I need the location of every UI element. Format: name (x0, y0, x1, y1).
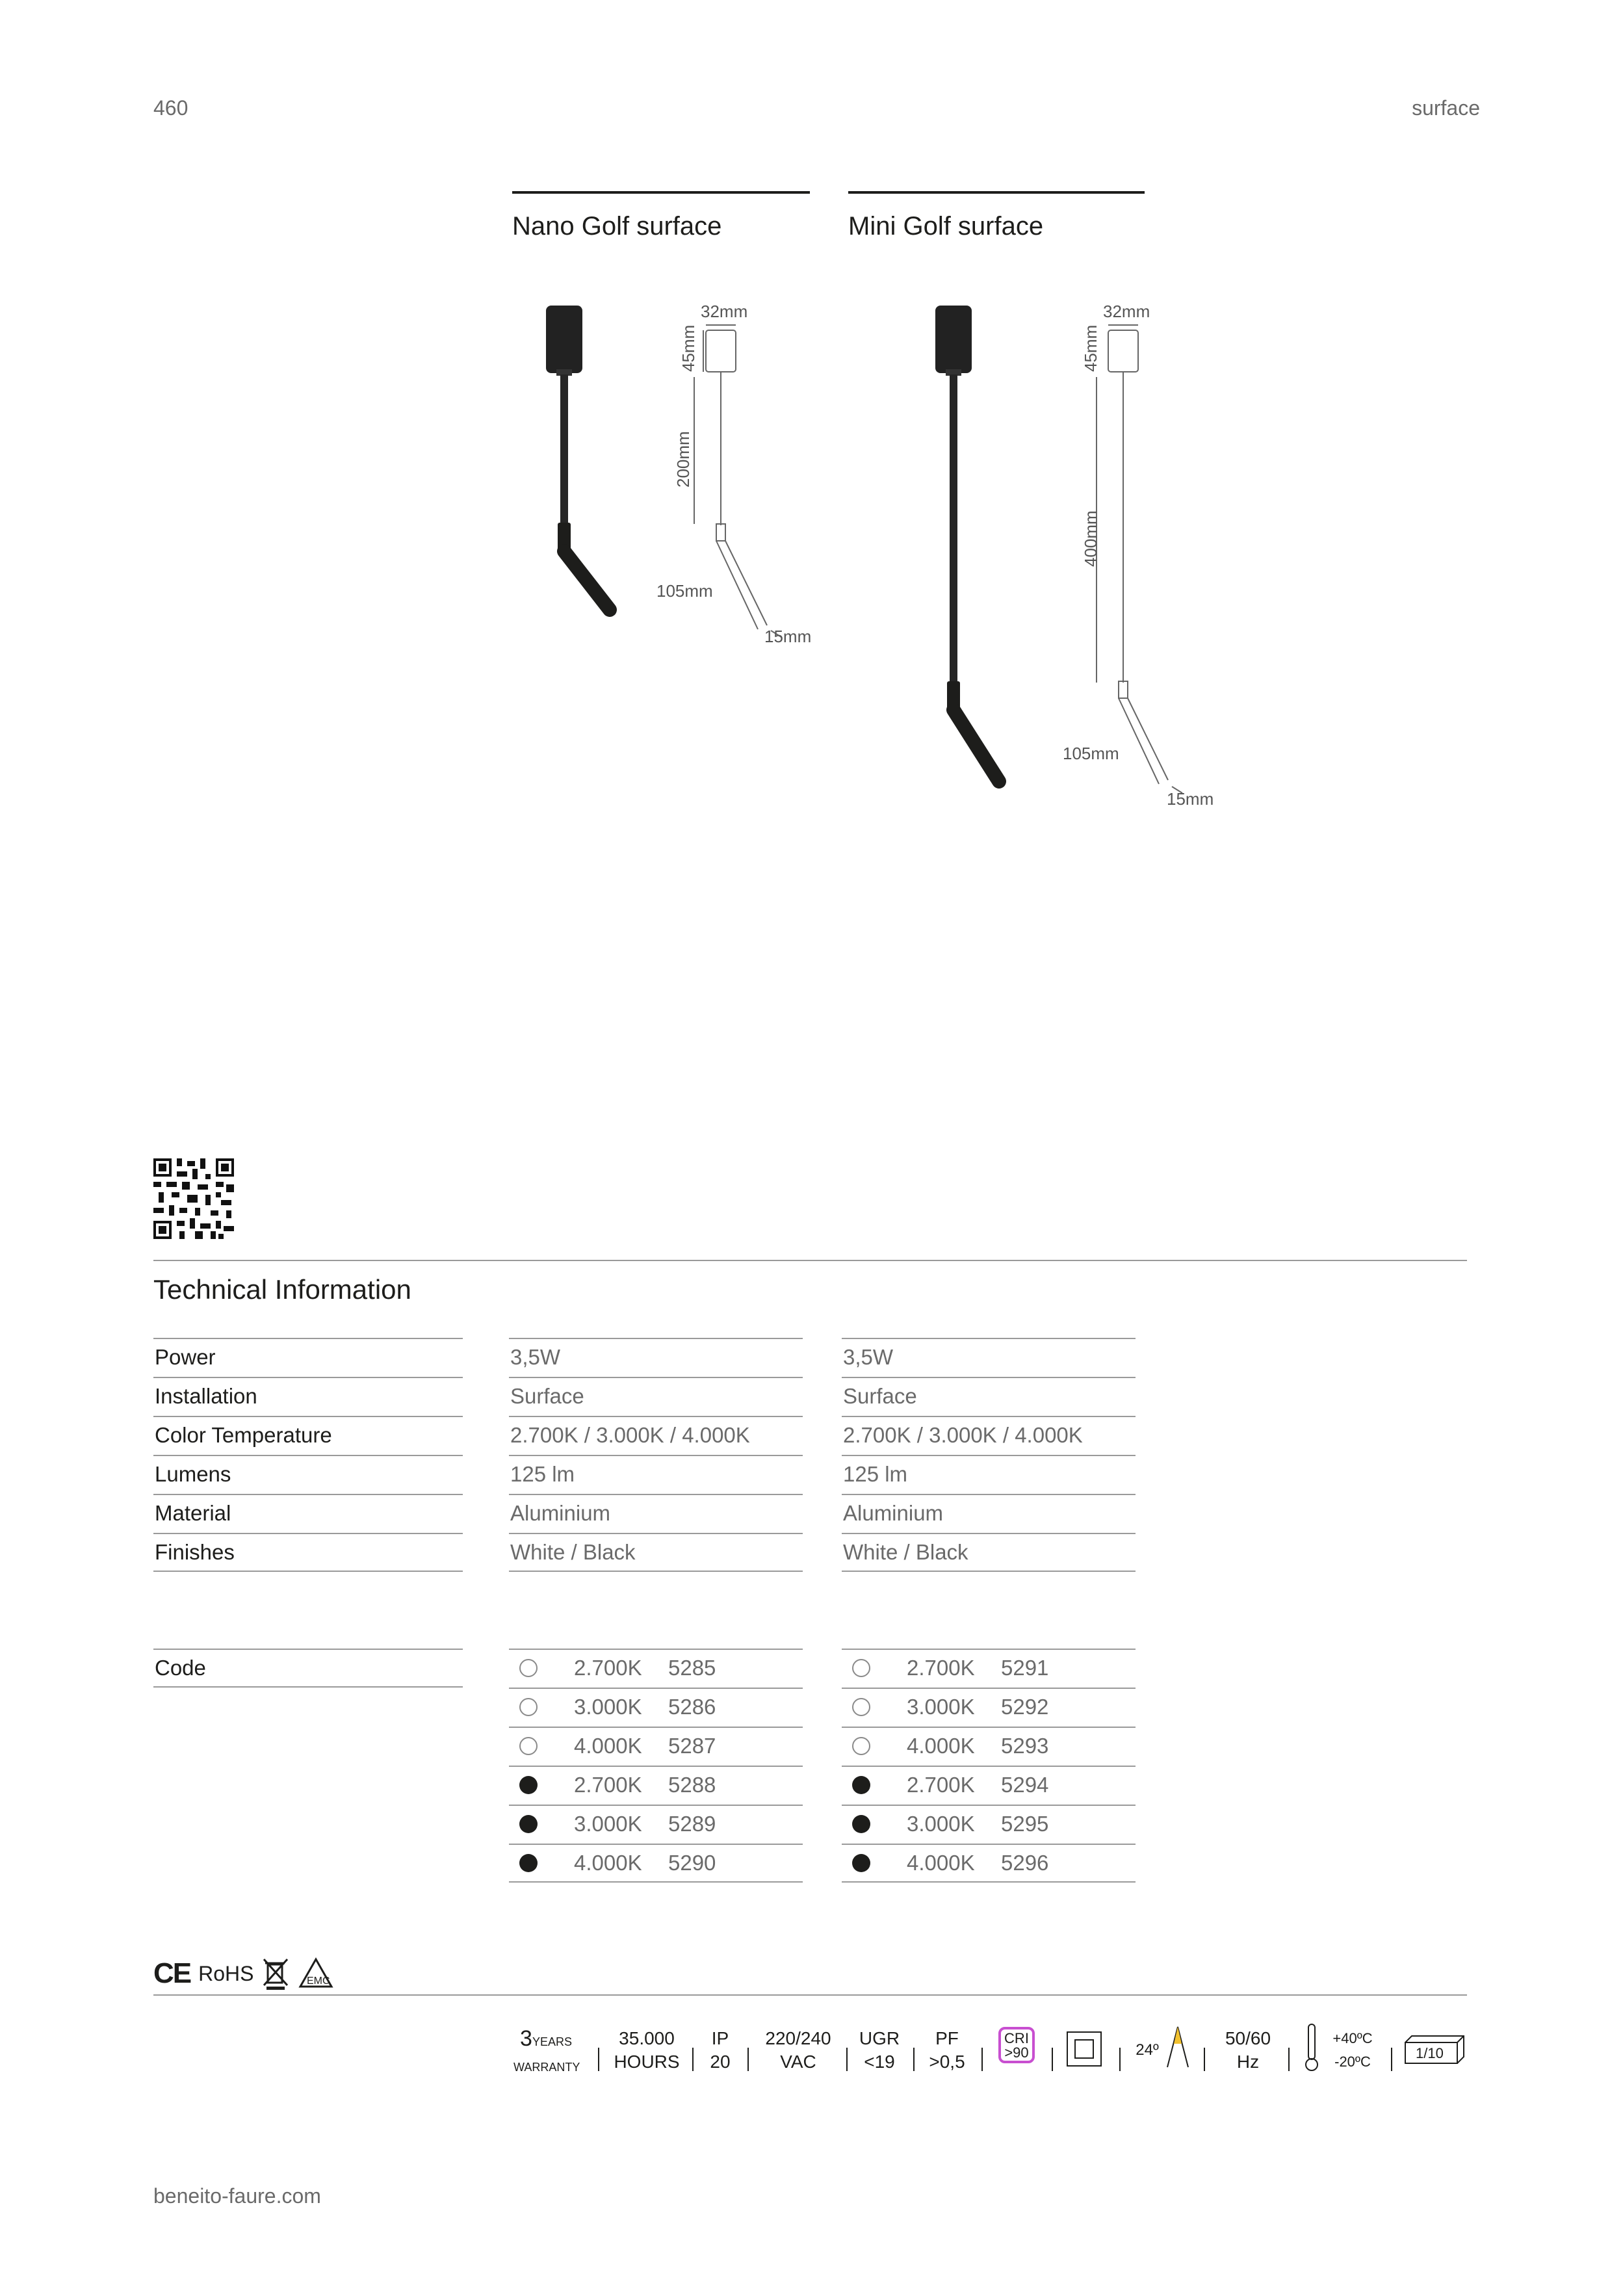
dim-stem: 200mm (673, 431, 693, 488)
spec-value: White / Black (842, 1533, 1136, 1572)
spec-label: Finishes (153, 1533, 463, 1572)
certifications (153, 1957, 334, 1990)
code-number: 5289 (668, 1812, 716, 1836)
code-temperature: 3.000K (574, 1695, 642, 1719)
code-row[interactable] (509, 1766, 803, 1803)
code-row[interactable] (842, 1727, 1136, 1764)
spec-value: 3,5W (509, 1338, 803, 1376)
spec-separator (598, 2048, 599, 2071)
thermometer-icon (1303, 2023, 1321, 2072)
code-number: 5287 (668, 1734, 716, 1758)
spec-label: Installation (153, 1377, 463, 1415)
code-number: 5290 (668, 1851, 716, 1875)
code-row[interactable] (509, 1727, 803, 1764)
spec-separator (1288, 2048, 1290, 2071)
voltage-spec: 220/240 VAC (765, 2028, 831, 2072)
technical-information-title: Technical Information (153, 1274, 411, 1305)
code-row[interactable] (842, 1688, 1136, 1725)
finish-black-dot (852, 1854, 870, 1872)
product-heading-rule (512, 191, 810, 194)
finish-white-dot (852, 1698, 870, 1716)
beam-angle-value: 24º (1136, 2041, 1159, 2059)
dim-head: 45mm (1081, 324, 1100, 372)
code-temperature: 4.000K (574, 1734, 642, 1758)
code-temperature: 3.000K (574, 1812, 642, 1836)
section-divider (153, 1260, 1467, 1261)
spec-value: Aluminium (842, 1494, 1136, 1532)
finish-black-dot (519, 1815, 538, 1833)
dimming-value: 1/10 (1416, 2045, 1444, 2061)
spec-separator (1204, 2048, 1205, 2071)
dim-arm: 105mm (656, 581, 713, 601)
code-number: 5292 (1001, 1695, 1049, 1719)
beam-angle-icon (1165, 2024, 1191, 2070)
spec-label: Power (153, 1338, 463, 1376)
finish-white-dot (852, 1737, 870, 1755)
spec-label: Material (153, 1494, 463, 1532)
spec-value: 3,5W (842, 1338, 1136, 1376)
spec-separator (1119, 2048, 1121, 2071)
code-label: Code (153, 1649, 463, 1688)
spec-label: Lumens (153, 1455, 463, 1493)
finish-black-dot (519, 1776, 538, 1794)
footer-url[interactable]: beneito-faure.com (153, 2184, 321, 2208)
lamp-photo-icon (935, 306, 999, 781)
temperature-range-spec: +40ºC -20ºC (1332, 2030, 1373, 2070)
code-number: 5286 (668, 1695, 716, 1719)
code-number: 5293 (1001, 1734, 1049, 1758)
emc-text: EMC (307, 1976, 331, 1987)
dim-width: 32mm (1103, 302, 1150, 321)
spec-value: Aluminium (509, 1494, 803, 1532)
code-temperature: 4.000K (907, 1734, 975, 1758)
code-number: 5294 (1001, 1773, 1049, 1797)
lifetime-spec: 35.000 HOURS (614, 2028, 680, 2072)
finish-black-dot (852, 1776, 870, 1794)
lamp-photo-icon (546, 306, 610, 610)
spec-value: Surface (509, 1377, 803, 1415)
qr-code-icon[interactable] (153, 1158, 234, 1239)
code-row[interactable] (842, 1649, 1136, 1686)
code-row[interactable] (842, 1766, 1136, 1803)
code-temperature: 4.000K (574, 1851, 642, 1875)
spec-separator (747, 2048, 749, 2071)
spec-separator (692, 2048, 694, 2071)
section-name: surface (1412, 96, 1480, 120)
code-row[interactable] (509, 1805, 803, 1842)
finish-white-dot (519, 1698, 538, 1716)
rohs-mark: RoHS (198, 1961, 254, 1985)
dimming-box-icon (1401, 2033, 1466, 2066)
code-row[interactable] (509, 1649, 803, 1686)
mini-golf-illustration (926, 299, 1238, 819)
code-temperature: 3.000K (907, 1812, 975, 1836)
code-number: 5295 (1001, 1812, 1049, 1836)
ip-rating-spec: IP 20 (710, 2028, 731, 2072)
power-factor-spec: PF >0,5 (929, 2028, 965, 2072)
product-title: Nano Golf surface (512, 212, 722, 241)
ugr-spec: UGR <19 (859, 2028, 900, 2072)
spec-value: White / Black (509, 1533, 803, 1572)
code-temperature: 4.000K (907, 1851, 975, 1875)
spec-value: 2.700K / 3.000K / 4.000K (509, 1416, 803, 1454)
code-number: 5296 (1001, 1851, 1049, 1875)
page-number: 460 (153, 96, 188, 120)
spec-value: Surface (842, 1377, 1136, 1415)
spec-separator (913, 2048, 915, 2071)
dim-head: 45mm (679, 324, 698, 372)
weee-bin-icon (261, 1957, 290, 1990)
frequency-spec: 50/60 Hz (1225, 2028, 1271, 2072)
spec-label: Color Temperature (153, 1416, 463, 1454)
code-row[interactable] (842, 1805, 1136, 1842)
finish-black-dot (852, 1815, 870, 1833)
dim-width: 32mm (701, 302, 748, 321)
code-number: 5288 (668, 1773, 716, 1797)
spec-separator (846, 2048, 848, 2071)
code-row[interactable] (509, 1844, 803, 1883)
spec-separator (1391, 2048, 1392, 2071)
dim-tip: 15mm (1167, 789, 1214, 809)
spec-separator (981, 2048, 983, 2071)
product-heading-rule (848, 191, 1145, 194)
spec-value: 125 lm (509, 1455, 803, 1493)
code-row[interactable] (842, 1844, 1136, 1883)
technical-drawing-icon (1097, 325, 1182, 793)
finish-black-dot (519, 1854, 538, 1872)
code-temperature: 2.700K (574, 1773, 642, 1797)
code-temperature: 2.700K (907, 1773, 975, 1797)
spec-value: 2.700K / 3.000K / 4.000K (842, 1416, 1136, 1454)
code-temperature: 2.700K (574, 1656, 642, 1680)
finish-white-dot (519, 1737, 538, 1755)
warranty-spec: 3YEARS WARRANTY (513, 2026, 580, 2074)
code-number: 5291 (1001, 1656, 1049, 1680)
code-temperature: 3.000K (907, 1695, 975, 1719)
nano-golf-illustration (533, 299, 845, 663)
dim-arm: 105mm (1063, 744, 1119, 763)
ce-mark-icon: CE (153, 1957, 191, 1989)
cri-badge-icon: CRI >90 (998, 2027, 1035, 2063)
code-temperature: 2.700K (907, 1656, 975, 1680)
section-divider (153, 1994, 1467, 1996)
dim-tip: 15mm (764, 627, 812, 646)
code-row[interactable] (509, 1688, 803, 1725)
spec-value: 125 lm (842, 1455, 1136, 1493)
spec-separator (1052, 2048, 1053, 2071)
emc-mark-icon (298, 1957, 334, 1990)
finish-white-dot (519, 1659, 538, 1677)
finish-white-dot (852, 1659, 870, 1677)
code-number: 5285 (668, 1656, 716, 1680)
square-frame-icon (1066, 2031, 1102, 2067)
dim-stem: 400mm (1081, 510, 1100, 567)
product-title: Mini Golf surface (848, 212, 1044, 241)
